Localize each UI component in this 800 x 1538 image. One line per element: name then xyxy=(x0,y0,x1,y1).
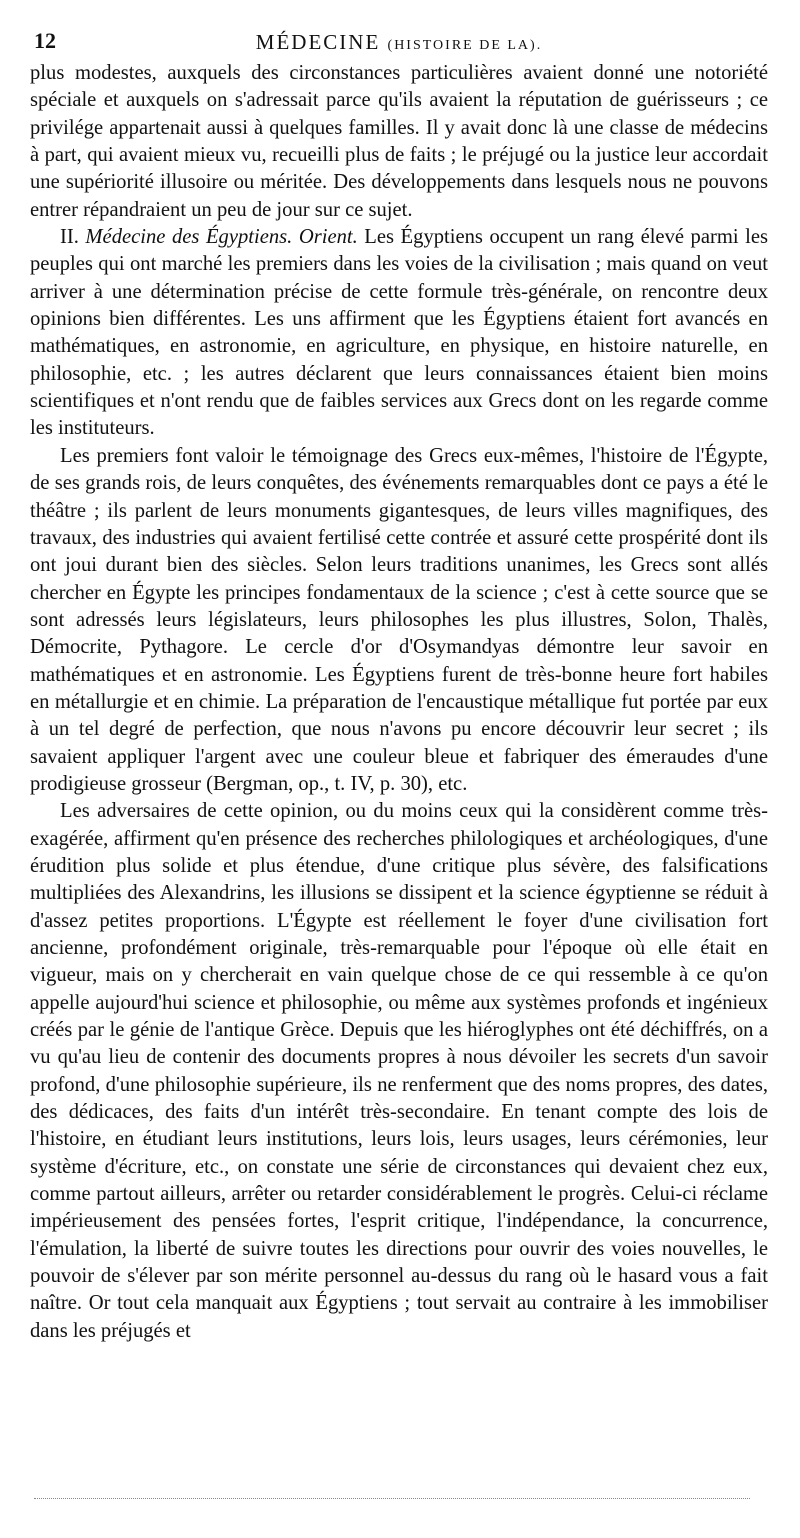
section-body: Les Égyptiens occupent un rang élevé parmi les peuples qui ont marché les premiers dans les voies de la civilisation ; mais quand on veut arriver à une détermination précise de cette formule très-générale, on rencontre deux opinions bien différentes. Les uns affirment que les Égyptiens étaient fort avancés en mathématiques, en astronomie, en agriculture, en physique, en histoire naturelle, en philosophie, etc. ; les autres déclarent que leurs connaissances étaient bien moins scientifiques et n'ont rendu que de faibles services aux Grecs dont on les regarde comme les instituteurs. xyxy=(30,226,768,440)
page-number: 12 xyxy=(34,28,56,53)
paragraph-adversaries: Les adversaires de cette opinion, ou du moins ceux qui la considèrent comme très-exagérée, affirment qu'en présence des recherches philologiques et archéologiques, d'une érudition plus solide et plus étendue, d'une critique plus sévère, des falsifications multipliées des Alexandrins, les illusions se dissipent et la science égyptienne se réduit à d'assez petites proportions. L'Égypte est réellement le foyer d'une civilisation fort ancienne, profondément originale, très-remarquable pour l'époque où elle était en vigueur, mais on y chercherait en vain quelque chose de ce qui ressemble à ce qu'on appelle aujourd'hui science et philosophie, ou même aux systèmes profonds et ingénieux créés par le génie de l'antique Grèce. Depuis que les hiéroglyphes ont été déchiffrés, on a vu qu'au lieu de contenir des documents propres à nous dévoiler les secrets d'un savoir profond, d'une philosophie supérieure, ils ne renferment que des noms propres, des dates, des dédicaces, des faits d'un intérêt très-secondaire. En tenant compte des lois de l'histoire, en étudiant leurs institutions, leurs lois, leurs usages, leurs cérémonies, leur système d'écriture, etc., on constate une série de circonstances qui devaient chez eux, comme partout ailleurs, arrêter ou retarder considérablement le progrès. Celui-ci réclame impérieusement des pensées fortes, l'esprit critique, l'indépendance, la concurrence, l'émulation, la liberté de suivre toutes les directions pour ouvrir des voies nouvelles, le pouvoir de s'élever par son mérite personnel au-dessus du rang où le hasard vous a fait naître. Or tout cela manquait aux Égyptiens ; tout servait au contraire à les immobiliser dans les préjugés et xyxy=(30,800,768,1342)
page-header xyxy=(30,26,768,60)
running-head-main: MÉDECINE xyxy=(255,30,381,54)
running-head-sub: (HISTOIRE DE LA). xyxy=(387,38,543,53)
paragraph-first-opinion: Les premiers font valoir le témoignage des Grecs eux-mêmes, l'histoire de l'Égypte, de ses grands rois, de leurs conquêtes, des événements remarquables dont ce pays a été le théâtre ; ils parlent de leurs monuments gigantesques, de leurs villes magnifiques, des travaux, des industries qui avaient fertilisé cette contrée et assuré cette prospérité dont ils ont joui durant bien des siècles. Selon leurs traditions unanimes, les Grecs sont allés chercher en Égypte les principes fondamentaux de la science ; c'est à cette source que se sont adressés leurs législateurs, leurs philosophes les plus illustres, Solon, Thalès, Démocrite, Pythagore. Le cercle d'or d'Osymandyas démontre leur savoir en mathématiques et en astronomie. Les Égyptiens furent de très-bonne heure fort habiles en métallurgie et en chimie. La préparation de l'encaustique métallique fut portée par eux à un tel degré de perfection, que nous n'avons pu encore découvrir leur secret ; ils savaient appliquer l'argent avec une couleur bleue et fabriquer des émeraudes d'une prodigieuse grosseur (Bergman, op., t. IV, p. 30), etc. xyxy=(30,444,768,795)
paragraph-continuation: plus modestes, auxquels des circonstances particulières avaient donné une notoriété spéciale et auxquels on s'adressait parce qu'ils avaient la réputation de guérisseurs ; ce privilége appartenait aussi à quelques familles. Il y avait donc là une classe de médecins à part, qui avaient mieux vu, recueilli plus de faits ; le préjugé ou la justice leur accordait une supériorité illusoire ou méritée. Des développements dans lesquels nous ne pouvons entrer répandraient un peu de jour sur ce sujet. xyxy=(30,62,768,221)
paragraph-section-two xyxy=(30,224,768,443)
body-text xyxy=(30,60,768,1345)
section-number: II. xyxy=(60,226,79,249)
running-head xyxy=(30,30,768,55)
footer-rule xyxy=(34,1498,750,1499)
document-page xyxy=(30,26,768,1345)
section-title: Médecine des Égyptiens. Orient. xyxy=(85,226,358,249)
